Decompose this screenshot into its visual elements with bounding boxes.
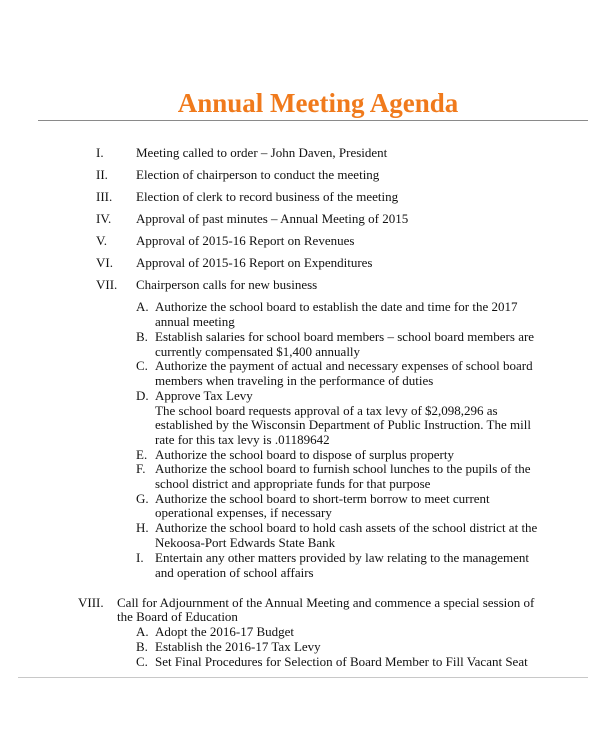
subitem-text: Establish salaries for school board members – school board members are bbox=[155, 329, 535, 344]
subitem-letter: B. bbox=[136, 639, 148, 654]
subitem-text: Establish the 2016-17 Tax Levy bbox=[155, 639, 321, 654]
item-number: III. bbox=[96, 189, 113, 204]
subitem-letter: G. bbox=[136, 491, 149, 506]
item-text: Election of chairperson to conduct the meeting bbox=[136, 167, 380, 182]
subitem-text: Approve Tax Levy bbox=[155, 388, 253, 403]
item-text: Election of clerk to record business of the meeting bbox=[136, 189, 399, 204]
subitem-text: established by the Wisconsin Department of Public Instruction. The mill bbox=[155, 417, 531, 432]
subitem-text: school district and appropriate funds for that purpose bbox=[155, 476, 431, 491]
item-text: the Board of Education bbox=[117, 609, 238, 624]
item-number: VIII. bbox=[78, 595, 104, 610]
item-number: VII. bbox=[96, 277, 118, 292]
item-number: V. bbox=[96, 233, 107, 248]
subitem-text: Authorize the school board to hold cash assets of the school district at the bbox=[155, 520, 538, 535]
subitem-letter: C. bbox=[136, 654, 148, 669]
subitem-letter: H. bbox=[136, 520, 149, 535]
subitem-text: Authorize the school board to establish the date and time for the 2017 bbox=[155, 299, 518, 314]
subitem-text: Authorize the payment of actual and necessary expenses of school board bbox=[155, 358, 533, 373]
item-text: Approval of 2015-16 Report on Revenues bbox=[136, 233, 355, 248]
subitem-text: The school board requests approval of a tax levy of $2,098,296 as bbox=[155, 403, 498, 418]
subitem-text: and operation of school affairs bbox=[155, 565, 314, 580]
page-title: Annual Meeting Agenda bbox=[177, 88, 459, 118]
item-number: I. bbox=[96, 145, 104, 160]
subitem-text: currently compensated $1,400 annually bbox=[155, 344, 361, 359]
subitem-letter: I. bbox=[136, 550, 144, 565]
item-text: Approval of 2015-16 Report on Expenditures bbox=[136, 255, 373, 270]
subitem-text: Set Final Procedures for Selection of Board Member to Fill Vacant Seat bbox=[155, 654, 528, 669]
item-number: II. bbox=[96, 167, 108, 182]
subitem-text: annual meeting bbox=[155, 314, 235, 329]
footer-divider bbox=[18, 677, 588, 678]
subitem-text: Entertain any other matters provided by law relating to the management bbox=[155, 550, 529, 565]
item-text: Meeting called to order – John Daven, President bbox=[136, 145, 388, 160]
subitem-letter: A. bbox=[136, 299, 149, 314]
subitem-text: Nekoosa-Port Edwards State Bank bbox=[155, 535, 336, 550]
subitem-text: Authorize the school board to short-term borrow to meet current bbox=[155, 491, 490, 506]
item-text: Chairperson calls for new business bbox=[136, 277, 318, 292]
item-number: IV. bbox=[96, 211, 112, 226]
subitem-text: rate for this tax levy is .01189642 bbox=[155, 432, 330, 447]
subitem-letter: B. bbox=[136, 329, 148, 344]
item-number: VI. bbox=[96, 255, 113, 270]
subitem-letter: F. bbox=[136, 461, 146, 476]
subitem-letter: E. bbox=[136, 447, 148, 462]
subitem-text: Authorize the school board to dispose of surplus property bbox=[155, 447, 454, 462]
item-text: Approval of past minutes – Annual Meeting of 2015 bbox=[136, 211, 409, 226]
subitem-letter: D. bbox=[136, 388, 149, 403]
subitem-letter: C. bbox=[136, 358, 148, 373]
subitem-text: Authorize the school board to furnish school lunches to the pupils of the bbox=[155, 461, 531, 476]
subitem-letter: A. bbox=[136, 624, 149, 639]
subitem-text: Adopt the 2016-17 Budget bbox=[155, 624, 295, 639]
subitem-text: operational expenses, if necessary bbox=[155, 505, 332, 520]
item-text: Call for Adjournment of the Annual Meeting and commence a special session of bbox=[117, 595, 535, 610]
subitem-text: members when traveling in the performance of duties bbox=[155, 373, 434, 388]
title-divider bbox=[38, 120, 588, 121]
